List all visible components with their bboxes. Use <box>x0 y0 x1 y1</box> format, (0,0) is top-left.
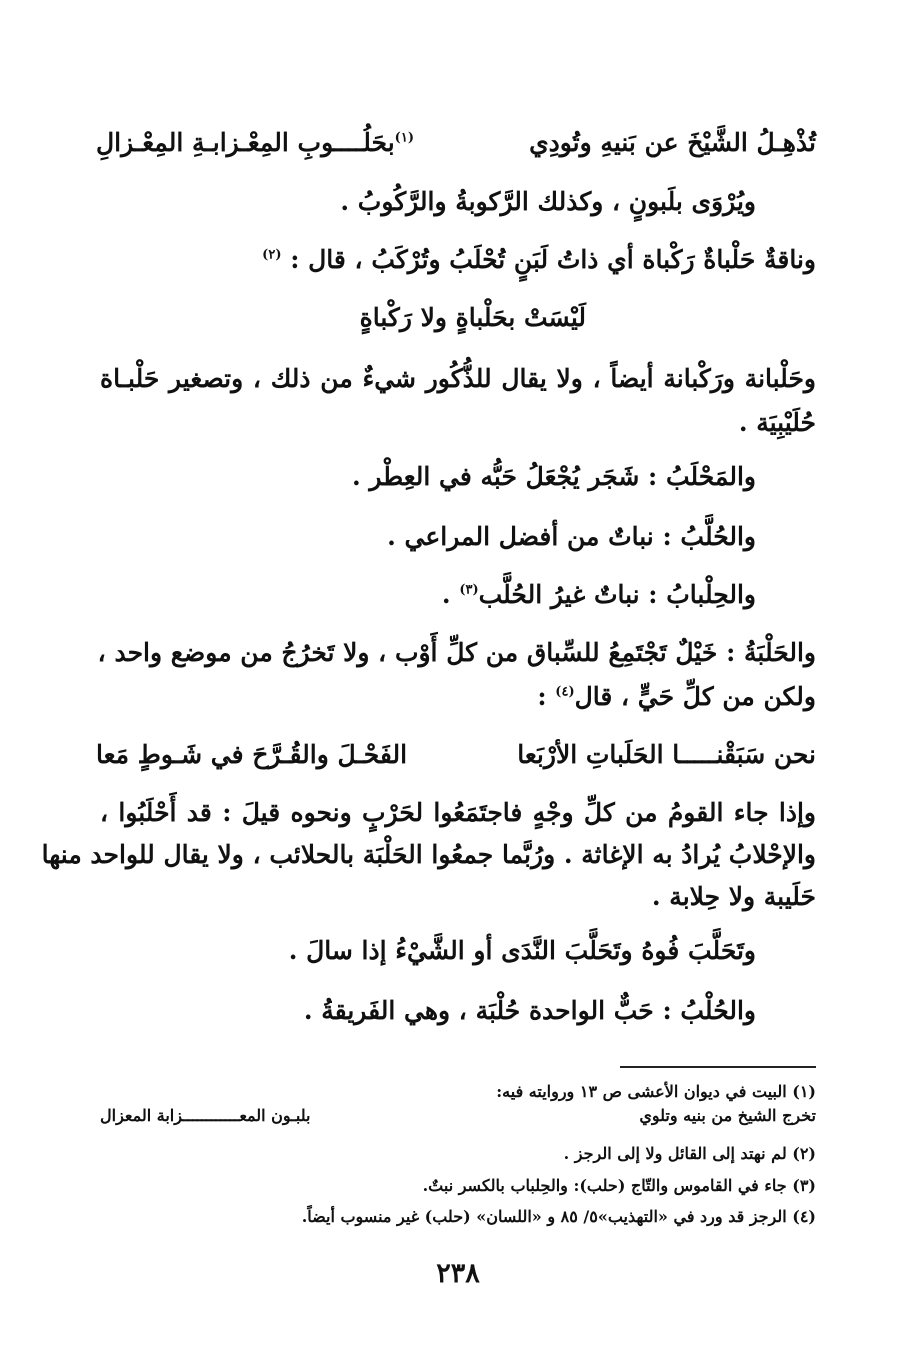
paragraph-4: والمَحْلَبُ : شَجَر يُجْعَلُ حَبُّه في العِطْر . <box>352 462 756 491</box>
paragraph-8-line-1: وإذا جاء القومُ من كلِّ وجْهٍ فاجتَمَعُوا لحَرْبٍ ونحوه قيلَ : قد أَحْلَبُوا ، <box>100 798 816 827</box>
footnote-2: (٢) لم نهتد إلى القائل ولا إلى الرجز . <box>563 1144 816 1163</box>
verse-2-left-hemistich: الفَحْـلَ والقُـرَّحَ في شَـوطٍ مَعا <box>96 740 408 769</box>
paragraph-5: والحُلَّبُ : نباتٌ من أفضل المراعي . <box>387 522 756 551</box>
paragraph-3-line-1: وحَلْبانة ورَكْبانة أيضاً ، ولا يقال للذُّكُور شيءٌ من ذلك ، وتصغير حَلْبـاة <box>100 364 816 393</box>
footnote-ref-4: (٤) <box>555 684 575 700</box>
footnote-1-verse <box>100 1106 816 1130</box>
footnote-ref-2: (٢) <box>262 247 282 263</box>
verse-1-right-hemistich: تُذْهِـلُ الشَّيْخَ عن بَنيهِ وتُودِي <box>529 128 816 157</box>
verse-1-left-hemistich: $^{(١)}$بحَلُــــوبِ المِعْـزابـةِ المِعْـزالِ <box>96 128 414 157</box>
quoted-verse: لَيْسَتْ بحَلْباةٍ ولا رَكْباةٍ <box>359 303 586 332</box>
verse-2-right-hemistich: نحن سَبَقْنـــــا الحَلَباتِ الأرْبَعا <box>517 740 816 769</box>
footnote-4: (٤) الرجز قد ورد في «التهذيب»٥/ ٨٥ و «اللسان» (حلب) غير منسوب أيضاً. <box>301 1207 816 1226</box>
footnote-1-verse-left: بلبـون المعــــــــــــزابة المعزال <box>100 1106 311 1125</box>
paragraph-2: وناقةٌ حَلْباةٌ رَكْباة أي ذاتُ لَبَنٍ تُحْلَبُ وتُرْكَبُ ، قال : $^{(٢)}$ <box>262 245 816 274</box>
paragraph-7-line-1: والحَلْبَةُ : خَيْلٌ تَجْتَمِعُ للسِّباق من كلِّ أَوْب ، ولا تَخرُجُ من موضع واحد ، <box>97 638 816 667</box>
paragraph-9: وتَحَلَّبَ فُوهُ وتَحَلَّبَ النَّدَى أو الشَّيْءُ إذا سالَ . <box>288 936 756 965</box>
paragraph-3-line-2: حُلَيْبِيَة . <box>738 408 816 437</box>
paragraph-8-line-2: والإحْلابُ يُرادُ به الإغاثة . ورُبَّما جمعُوا الحَلْبَة بالحلائب ، ولا يقال للواحد منها <box>41 840 816 869</box>
footnote-1: (١) البيت في ديوان الأعشى ص ١٣ وروايته فيه: <box>496 1082 816 1101</box>
paragraph-1: ويُرْوَى بلَبونٍ ، وكذلك الرَّكوبةُ والرَّكُوبُ . <box>340 187 756 216</box>
footnote-separator <box>620 1066 816 1068</box>
footnote-ref-3: (٣) <box>459 582 479 598</box>
footnote-ref-1: (١) <box>394 130 414 146</box>
page-number: ٢٣٨ <box>436 1258 480 1289</box>
footnote-1-verse-right: تخرج الشيخ من بنيه وتلوي <box>639 1106 816 1125</box>
paragraph-10: والحُلْبُ : حَبٌّ الواحدة حُلْبَة ، وهي الفَريقةُ . <box>303 996 756 1025</box>
paragraph-7-line-2: ولكن من كلِّ حَيٍّ ، قال$^{(٤)}$ : <box>537 682 816 711</box>
paragraph-6: والحِلْبابُ : نباتٌ غيرُ الحُلَّب$^{(٣)}$ . <box>441 580 756 609</box>
paragraph-8-line-3: حَلَيبة ولا حِلابة . <box>651 882 816 911</box>
footnote-3: (٣) جاء في القاموس والتّاج (حلب): والحِلباب بالكسر نبتٌ. <box>422 1176 816 1195</box>
